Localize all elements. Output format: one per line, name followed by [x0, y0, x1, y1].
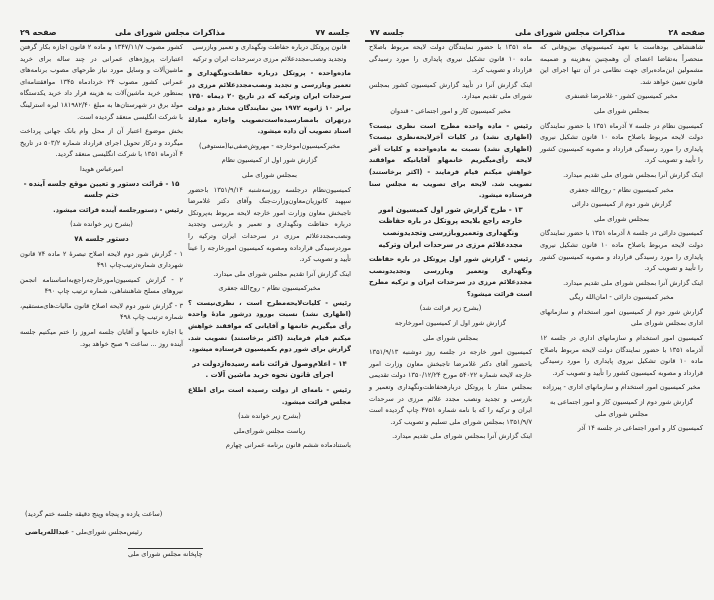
paragraph: با اجازه خانمها و آقایان جلسه امروز را ختم میکنیم جلسه آینده روز ... ساعت ۹ صبح خواهد بود.	[20, 328, 183, 348]
paragraph: کمیسیون‌نظام درجلسه روزسه‌شنبه ۱۳۵۱/۹/۱۴ باحضور سپهبد کاتوزیان‌معاون‌وزارت‌جنگ وآقای دکتر غلامرضا تاجبخش معاون وزارت امور خارجه لایحه مربوط به‌پروتکل درباره حفاظت ونگهداری و تعمیر و بازرسی وتجدید ونصب‌مجددعلائم مرزی در سرحدات ایران وترکیه را موردرسیدگی قرارداده ومصوبه کمیسیون امورخارجه را عیناً تأیید و تصویب کرد.	[188, 185, 351, 264]
paragraph: رئیس - کلیات‌لایحه‌مطرح است ، نظری‌نیست ؟ (اظهاری نشد) نسبت بورود درشور مادهٔ واحده رأی میگیریم خانمها و آقایانی که موافقند خواهش میکنم قیام فرمایند (اکثر برخاستند) تصویب شد. گزارش برای شور دوم بکمیسیون فرستاده میشود.	[188, 298, 351, 354]
section-heading: ۱۵ - قرائت دستور و تعیین موقع جلسه آینده - ختم جلسه	[23, 179, 180, 200]
centered-line: گزارش شور دوم از کمیسیون کار و امور اجتماعی به مجلس شورای ملی	[549, 398, 694, 418]
centered-line: ریاست مجلس شورای‌ملی	[233, 426, 306, 435]
left-page-left-column	[20, 42, 183, 353]
paragraph: اینک گزارش آنرا در تأیید گزارش کمیسیون کشور بمجلس شورای ملی تقدیم میدارد.	[369, 80, 532, 101]
centered-line: بمجلس شورای ملی	[593, 106, 649, 115]
paragraph: شاهنشاهی بودهاست با تعهد کمیسیونهای بین‌وقانی که منحصراً به‌تقاضا اعضای آن وهمچنین به‌هزینه و ضمیمه مشمولین این‌ماده‌برای جهت نظامی در آن تنها اجرای این قانون تعیین خواهد شد.	[540, 43, 703, 86]
centered-line: بمجلس شورای ملی	[241, 170, 297, 179]
paragraph: بخش موضوع اعتبار آن از محل وام بانک جهانی پرداخت میگردد و درکار تحویل اجرای قرارداد شماره ۵۰۳/۲ در تاریخ ۴ آذرماه ۱۳۵۱ با شرکت انگلیسی منعقد گردید.	[20, 127, 183, 159]
section-heading: ۱۴ - اعلام‌وصول قرائت نامه رسیده‌ازدولت در اجرای قانون نحوه خرید ماشین آلات .	[192, 359, 347, 380]
printer-credit: چاپخانه مجلس شورای ملی	[128, 550, 203, 558]
paragraph: کمیسیون نظام در جلسه ۷ آذرماه ۱۳۵۱ با حضور نمایندگان دولت لایحه مربوط باصلاح ماده ۱۰ قانون تشکیل نیروی پایداری را مورد رسیدگی قرارداد و مصوبه کمیسیون کشور را تأیید و تصویب کرد.	[540, 121, 704, 165]
paragraph: رئیس - ماده واحده مطرح است نظری نیست؟ (اظهاری نشد) در کلیات آخرلایحه‌نظری نیست؟ (اظهاری نشد) نسبت به ماده‌واحده و کلیات آخر لایحه رأی‌میگیریم خانمهاو آقایانیکه موافقند خواهش میکنم قیام فرمایند - (اکثر برخاستند) تصویب شد. لایحه برای تصویب به مجلس سنا فرستاده میشود.	[369, 121, 532, 200]
signature	[25, 528, 142, 536]
centered-line: (بشرح زیر خوانده شد)	[70, 220, 133, 229]
right-page-left-column	[369, 42, 532, 446]
left-page-right-column	[188, 42, 351, 455]
centered-line: قانون پروتکل درباره حفاظت ونگهداری و تعمیر وبازرسی وتجدید ونصب‌مجددعلائم مرزی درسرحدات ایران و ترکیه	[192, 43, 347, 63]
section-heading: ۱۳ - طرح گزارش شور اول کمیسیون امور خارجه راجع بلایحه پروتکل در باره حفاظت ونگهداری وتعمیروبازرسی وتجدیدونصب مجددعلائم مرزی در سرحدات ایران وترکیه	[378, 205, 523, 249]
paragraph: ۲ - گزارش کمیسیون‌امور‌خارجه‌راجع‌به‌اساسنامه انجمن نیروهای مسلح شاهنشاهی، شماره ترتیب چاپ ۴۹۰	[20, 275, 183, 296]
closing-time: (ساعت یازده و پنجاه وپنج دقیقه جلسه ختم گردید)	[25, 510, 163, 518]
paragraph: کمیسیون دارائی در جلسه ۸ آذرماه ۱۳۵۱ با حضور نمایندگان دولت لایحه مربوط باصلاح ماده ۱۰ قانون تشکیل نیروی پایداری را مورد رسیدگی قرارداد و مصوبه کمیسیون کشور را تأیید و تصویب کرد.	[540, 229, 704, 273]
session-number: جلسه ۷۷	[315, 28, 350, 37]
paragraph: ماه ۱۳۵۱ با حضور نمایندگان دولت لایحه مربوط باصلاح ماده ۱۰ قانون تشکیل نیروی پایداری را مورد رسیدگی قرارداد و تصویب کرد.	[369, 43, 532, 75]
centered-line: مخبر کمیسیون کار و امور اجتماعی - قندوان	[390, 106, 511, 115]
centered-line: (بشرح زیر قرائت شد)	[419, 304, 482, 313]
centered-line: بمجلس شورای ملی	[593, 214, 649, 223]
centered-line: مخبر کمیسیون نظام - روح‌الله جعفری	[569, 185, 674, 194]
paragraph: رئیس - دستورجلسه آینده قرائت میشود.	[53, 205, 183, 214]
centered-line: مخبر کمیسیون امور استخدام و سازمانهای اداری - پیرزاده	[542, 383, 701, 392]
right-page-header	[365, 28, 705, 42]
paragraph: کمیسیون کار و امور اجتماعی در جلسه ۱۴ آذر	[577, 424, 703, 433]
paragraph: رئیس - گزارش شور اول پروتکل در باره حفاظت ونگهداری وتعمیر وبازرسی وتجدیدونصب مجددعلائم مرزی در سرحدات ایران و ترکیه مطرح است قرائت میشود؟	[369, 255, 532, 298]
centered-line: گزارش شور دوم از کمیسیون دارائی	[571, 200, 672, 209]
paragraph: کمیسیون امور خارجه در جلسه روز دوشنبه ۱۳۵۱/۹/۱۳ باحضور آقای دکتر غلامرضا تاجبخش معاون وزارت امور خارجه لایحه شماره ۵۴۰۲۲ مورخ ۱۳۵۰/۱۲/۲۴ دولت تقدیمی بمجلس متنار با پروتکل دربارهحفاظت‌ونگهداری وتعمیر و بازرسی و تجدید ونصب مجدد علائم مرزی در سرحدات ایران و ترکیه را که با نامه شماره ۴۷۵۱ چاپ گردیده است ۱۳۵۱/۹/۷ بمجلس شورای ملی تسلیم و تصویب کرد.	[369, 348, 533, 426]
running-title: مذاکرات مجلس شورای ملی	[515, 28, 626, 37]
centered-line: گزارش شور اول از کمیسیون نظام	[221, 156, 318, 165]
left-page-header	[20, 28, 350, 42]
centered-line: بمجلس شورای ملی	[422, 333, 478, 342]
centered-line: مخبر کمیسیون دارائی - امان‌الله ریگی	[569, 293, 674, 302]
centered-line: مخبرکمیسیون‌اموخارجه - مهروش‌صفی‌نیا(مستوفی)	[198, 141, 340, 150]
page-number: صفحه ۲۹	[20, 28, 57, 37]
centered-line: امیرعباس هویدا	[79, 164, 124, 173]
section-heading: دستور جلسه ۷۸	[74, 234, 129, 243]
paragraph: ۱ - گزارش شور دوم لایحه اصلاح تبصرهٔ ۲ ماده ۷۴ قانون شهرداری شماره‌ثرتیب‌چاپ ۴۹۱	[20, 249, 184, 270]
right-page	[357, 0, 714, 600]
paragraph: کشور مصوب ۱۳۴۷/۱۱/۷ و ماده ۲ قانون اجازه بکار گرفتن اعتبارات پروژه‌های عمرانی در چند ساله برای خرید ماشین‌آلات و وسایل مورد نیاز طرحهای مصوب برنامه‌های عمرانی کشور مصوب ۲۴ خردادماه ۱۳۴۵ موافقتنامه‌ای بمنظور خرید ماشین‌آلات به هزینه قرار داد خرید یکدستگاه مولد برق در شهرستان‌ها به مبلغ ۱۸۱۹۸۲/۴۰ لیره استرلینگ با شرکت انگلیسی منعقد گردیده است.	[20, 43, 184, 121]
session-number: جلسه ۷۷	[370, 28, 405, 37]
paragraph: ۳ - گزارش شور دوم لایحه اصلاح قانون مالیات‌های‌مستقیم، شماره ترتیب چاپ ۴۹۸	[20, 301, 183, 322]
centered-line: گزارش شور اول از کمیسیون امورخارجه	[394, 319, 507, 328]
signature-label: رئیس‌مجلس شورای‌ملی -	[71, 528, 143, 536]
paragraph: اینک گزارش آنرا بمجلس شورای ملی تقدیم میدارد.	[563, 278, 703, 287]
running-title: مذاکرات مجلس شورای ملی	[115, 28, 226, 37]
paragraph: باستناد‌ماده ششم قانون برنامه عمرانی چهارم	[225, 441, 351, 450]
paragraph: اینک گزارش آنرا بمجلس شورای ملی تقدیم میدارد.	[563, 170, 703, 179]
paragraph: کمیسیون امور استخدام و سازمانهای اداری در جلسه ۱۲ آذرماه ۱۳۵۱ با حضور نمایندگان دولت لایحه مربوط باصلاح ماده ۱۰ قانون تشکیل نیروی پایداری را مورد رسیدگی قرارداد و مصوبه کمیسیون کشور را تأیید و تصویب کرد.	[540, 334, 704, 377]
centered-line: مخبر کمیسیون کشور - غلامرضا غضنفری	[565, 92, 678, 101]
paragraph: رئیس - نامه‌ای از دولت رسیده است برای اطلاع مجلس قرائت میشود.	[188, 386, 351, 406]
paragraph: گزارش شور دوم از کمیسیون امور استخدام و سازمانهای اداری بمجلس شورای ملی	[540, 307, 703, 328]
signature-name: عبدالله‌ریاضی	[25, 528, 70, 536]
paragraph: اینک گزارش آنرا تقدیم مجلس شورای ملی میدارد.	[213, 269, 351, 278]
page-number: صفحه ۲۸	[668, 28, 705, 37]
paragraph: ماده‌واحده - پروتکل درباره حفاظت‌ونگهداری و تعمیر وبازرسی و تجدید ونصب‌مجددعلائم مرزی در سرحدات ایران وترکیه که در تاریخ ۲۰ دیماه ۱۳۵۰ برابر ۱۰ ژانویه ۱۹۷۲ بین نمایندگان مختار دو دولت درتهران بامضارسیده‌است‌تصویب واجازه مبادلهٔ اسناد تصویب آن داده میشود.	[188, 69, 351, 136]
centered-line: مخبرکمیسیون نظام - روح‌الله جعفری	[218, 284, 321, 293]
paragraph: اینک گزارش آنرا بمجلس شورای ملی تقدیم میدارد.	[392, 432, 532, 441]
right-page-right-column	[540, 42, 703, 438]
centered-line: (بشرح زیر خوانده شد)	[238, 412, 301, 421]
